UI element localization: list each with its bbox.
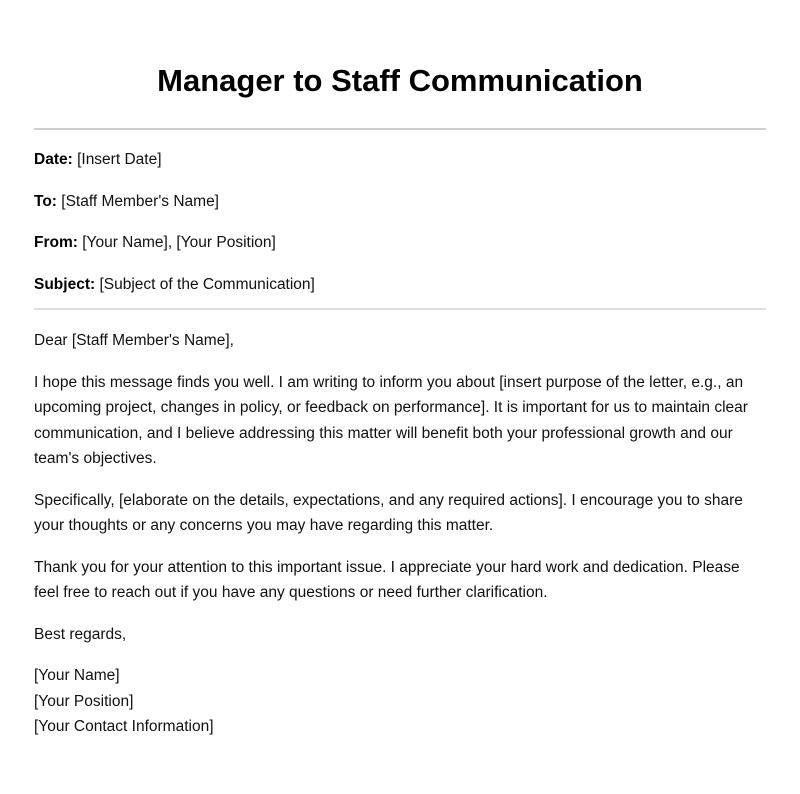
letter-body [34, 328, 766, 740]
body-paragraph-3: Thank you for your attention to this important issue. I appreciate your hard work and dedication. Please feel free to reach out if you have any questions or need further clarification. [34, 558, 740, 601]
letter-header [34, 150, 766, 295]
title-divider [34, 128, 766, 130]
body-paragraph-1: I hope this message finds you well. I am writing to inform you about [insert purpose of the letter, e.g., an upcoming project, changes in policy, or feedback on performance]. It is important for us to maintain clear communication, and I believe addressing this matter will benefit both your professional growth and our team's objectives. [34, 373, 748, 467]
signature-block [34, 663, 766, 740]
signature-position: [Your Position] [34, 692, 134, 710]
body-paragraph-2: Specifically, [elaborate on the details, expectations, and any required actions]. I encourage you to share your thoughts or any concerns you may have regarding this matter. [34, 491, 743, 534]
header-divider [34, 308, 766, 310]
from-label: From: [34, 234, 78, 251]
to-value: [Staff Member's Name] [61, 192, 219, 210]
subject-line [34, 275, 766, 295]
date-line [34, 150, 766, 170]
date-label: Date: [34, 151, 73, 168]
date-value: [Insert Date] [77, 151, 162, 168]
to-label: To: [34, 192, 57, 210]
signature-name: [Your Name] [34, 667, 120, 684]
subject-label: Subject: [34, 275, 96, 293]
subject-value: [Subject of the Communication] [99, 275, 315, 293]
to-line [34, 192, 766, 212]
from-value: [Your Name], [Your Position] [82, 234, 276, 251]
greeting: Dear [Staff Member's Name], [34, 332, 234, 349]
signature-contact: [Your Contact Information] [34, 718, 214, 735]
closing: Best regards, [34, 625, 127, 643]
document-title: Manager to Staff Communication [157, 63, 643, 98]
from-line [34, 233, 766, 253]
